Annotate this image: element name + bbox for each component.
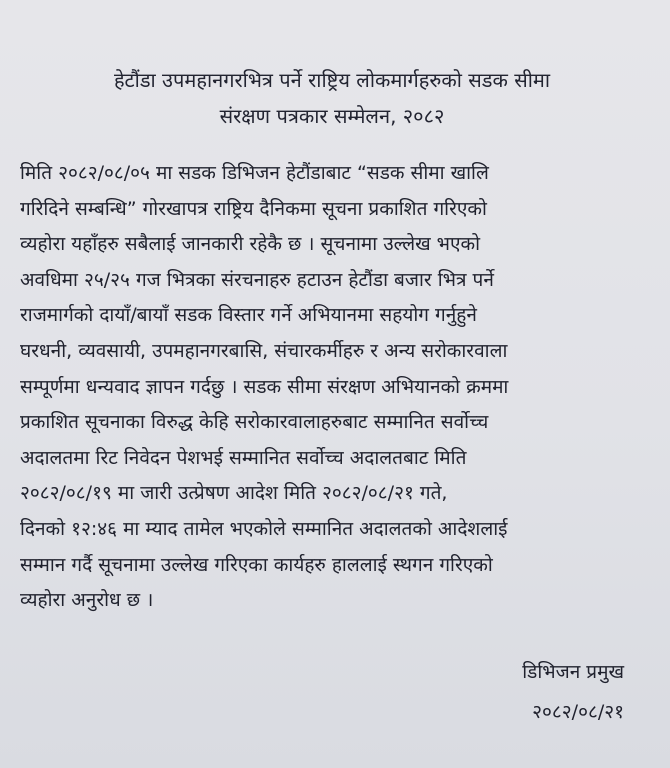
body-line: प्रकाशित सूचनाका विरुद्ध केहि सरोकारवालाहरुबाट सम्मानित सर्वोच्च	[20, 411, 489, 434]
body-line: गरिदिने सम्बन्धि” गोरखापत्र राष्ट्रिय दैनिकमा सूचना प्रकाशित गरिएको	[20, 197, 487, 220]
body-line: २०८२/०८/१९ मा जारी उत्प्रेषण आदेश मिति २०८२/०८/२१ गते,	[20, 482, 448, 505]
body-line: व्यहोरा यहाँहरु सबैलाई जानकारी रहेकै छ । सूचनामा उल्लेख भएको	[20, 233, 481, 256]
title-line: संरक्षण पत्रकार सम्मेलन, २०८२	[219, 104, 445, 128]
body-line: दिनको १२:४६ मा म्याद तामेल भएकोले सम्मानित अदालतको आदेशलाई	[20, 517, 508, 540]
body-line: सम्मान गर्दै सूचनामा उल्लेख गरिएका कार्यहरु हाललाई स्थगन गरिएको	[20, 553, 493, 576]
body-line: अवधिमा २५/२५ गज भित्रका संरचनाहरु हटाउन हेटौंडा बजार भित्र पर्ने	[20, 268, 494, 291]
body-line: मिति २०८२/०८/०५ मा सडक डिभिजन हेटौंडाबाट “सडक सीमा खालि	[20, 162, 489, 184]
notice-body	[20, 156, 644, 619]
body-line: अदालतमा रिट निवेदन पेशभई सम्मानित सर्वोच्च अदालतबाट मिति	[20, 446, 467, 469]
title-line: हेटौंडा उपमहानगरभित्र पर्ने राष्ट्रिय लोकमार्गहरुको सडक सीमा	[113, 68, 551, 92]
body-line: व्यहोरा अनुरोध छ ।	[20, 589, 154, 612]
signature-designation: डिभिजन प्रमुख	[522, 661, 624, 683]
body-line: घरधनी, व्यवसायी, उपमहानगरबासि, संचारकर्मीहरु र अन्य सरोकारवाला	[20, 339, 508, 362]
signature-block	[522, 652, 624, 732]
signature-date: २०८२/०८/२१	[532, 701, 624, 723]
body-line: राजमार्गको दायाँ/बायाँ सडक विस्तार गर्ने अभियानमा सहयोग गर्नुहुने	[20, 304, 477, 327]
body-line: सम्पूर्णमा धन्यवाद ज्ञापन गर्दछु । सडक सीमा संरक्षण अभियानको क्रममा	[20, 375, 509, 398]
notice-title	[20, 62, 644, 134]
